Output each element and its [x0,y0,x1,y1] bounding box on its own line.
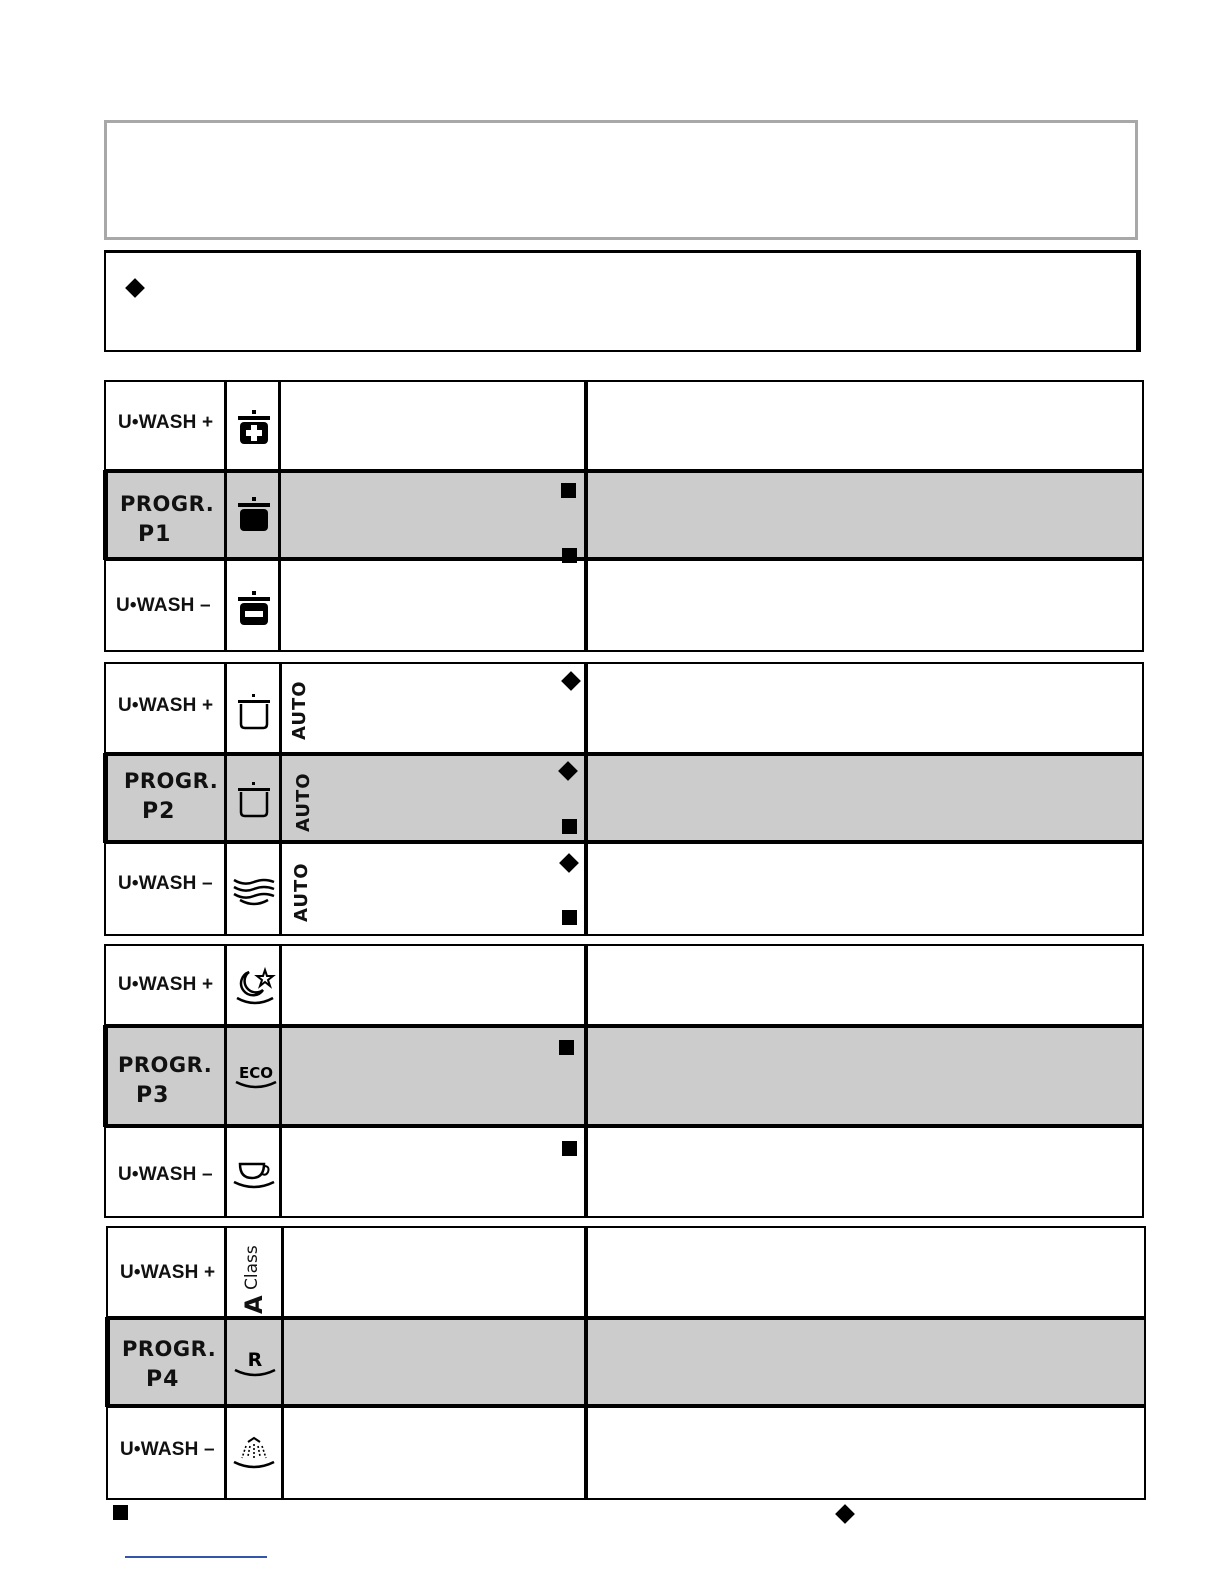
a-class-icon [240,1232,274,1312]
auto-label: AUTO [293,772,314,832]
program-label [124,766,218,828]
progr-text: PROGR. [124,769,219,793]
table-row [108,1228,1144,1316]
program-group-2 [104,662,1144,936]
uwash-plus-label: U•WASH + [118,412,214,433]
program-number: P3 [136,1083,170,1109]
header-frame [104,120,1138,240]
table-row [106,561,1142,648]
diamond-marker [125,278,145,298]
square-marker [562,819,577,834]
square-marker [561,483,576,498]
svg-text:ECO: ECO [238,1064,274,1082]
progr-text: PROGR. [122,1337,217,1361]
diamond-marker [561,671,581,691]
table-row-program [106,756,1142,840]
square-marker [559,1040,574,1055]
diamond-marker-legend [835,1504,855,1524]
a-class-word: Class [242,1245,262,1290]
eco-icon [234,1062,278,1094]
table-row [106,946,1142,1024]
program-label [122,1334,216,1396]
uwash-minus-label: U•WASH – [118,873,213,894]
table-row [106,382,1142,470]
a-class-letter: A [240,1295,268,1314]
uwash-plus-label: U•WASH + [120,1262,216,1283]
square-marker-legend [113,1505,128,1520]
auto-label: AUTO [291,862,312,922]
diamond-marker [559,853,579,873]
svg-text:R: R [247,1349,263,1371]
progr-text: PROGR. [118,1053,213,1077]
uwash-minus-label: U•WASH – [118,1164,213,1185]
table-row [106,664,1142,752]
progr-text: PROGR. [120,492,215,516]
pot-minus-icon [234,589,274,629]
square-marker [562,548,577,563]
pot-plus-icon [234,408,274,448]
square-marker [562,1141,577,1156]
note-frame [104,250,1141,352]
square-marker [562,910,577,925]
uwash-minus-label: U•WASH – [120,1439,215,1460]
program-label [120,489,214,551]
table-row-program [106,473,1142,557]
auto-label: AUTO [289,680,310,740]
table-row [106,1128,1142,1214]
cup-icon [232,1158,276,1192]
program-label [118,1050,212,1112]
table-row [106,844,1142,932]
table-row-program [108,1320,1144,1404]
program-number: P2 [142,799,176,825]
night-moon-icon [233,966,277,1006]
uwash-plus-label: U•WASH + [118,695,214,716]
table-row [108,1408,1144,1496]
table-row-program [106,1028,1142,1124]
uwash-plus-label: U•WASH + [118,974,214,995]
program-group-4 [106,1226,1146,1500]
pot-outline-icon [234,780,274,820]
uwash-minus-label: U•WASH – [116,595,211,616]
program-group-1 [104,380,1144,652]
program-number: P4 [146,1367,180,1393]
rinse-icon [233,1348,277,1382]
diamond-marker [558,761,578,781]
program-group-3 [104,944,1144,1218]
glass-spray-icon [232,1434,276,1474]
pot-outline-icon [234,692,274,732]
plates-wave-icon [232,872,276,908]
pot-filled-icon [234,495,274,535]
link-underline[interactable] [125,1556,267,1558]
program-number: P1 [138,522,172,548]
